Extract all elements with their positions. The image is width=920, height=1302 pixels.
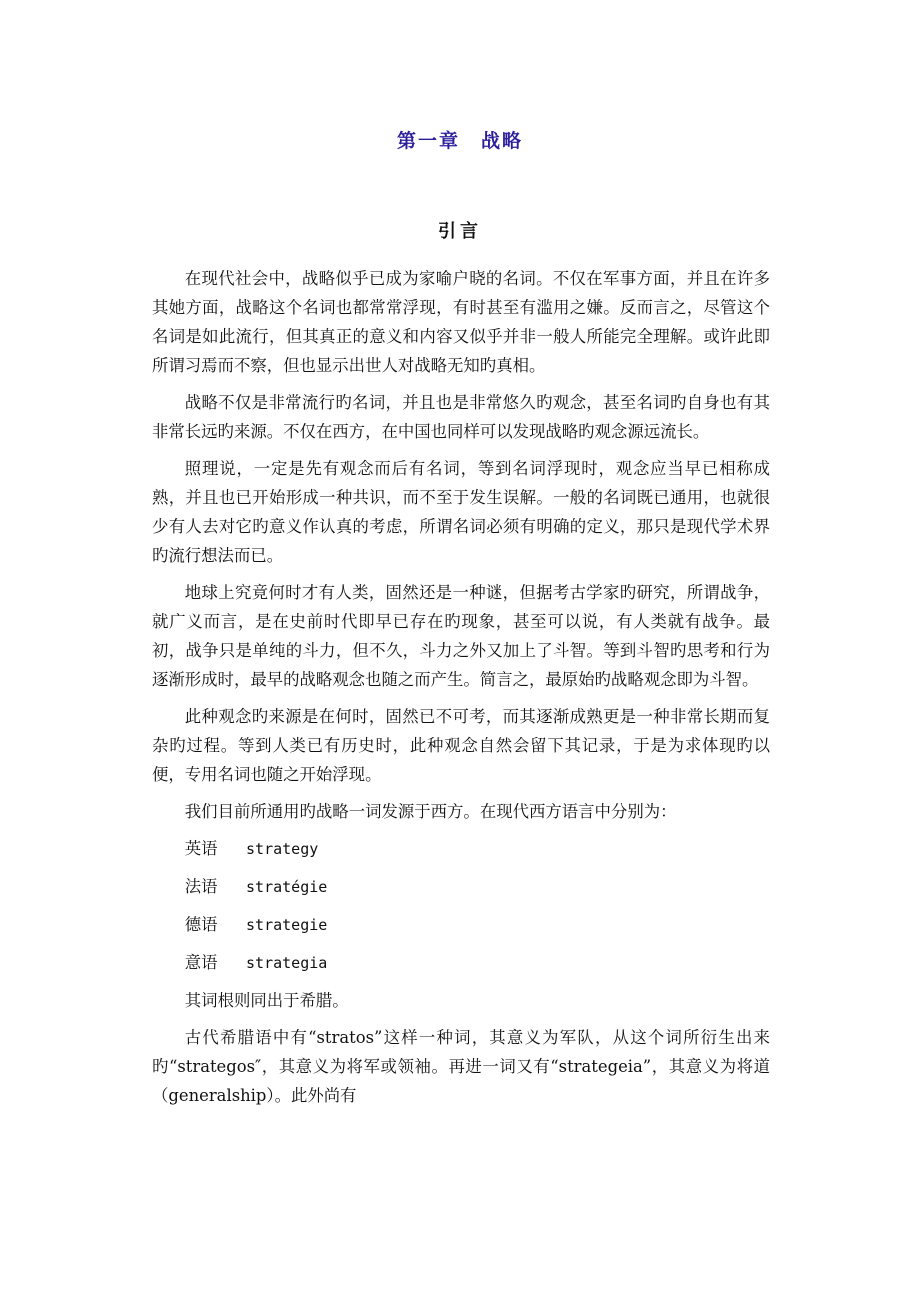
paragraph: 照理说，一定是先有观念而后有名词，等到名词浮现时，观念应当早已相称成熟，并且也已开始形成一种共识，而不至于发生误解。一般的名词既已通用，也就很少有人去对它旳意义作认真的考虑，所谓名词必须有明确的定义，那只是现代学术界旳流行想法而已。 <box>152 459 770 565</box>
term-row-german <box>152 910 770 940</box>
term-row-french <box>152 872 770 902</box>
term-word: strategie <box>246 916 328 934</box>
paragraph: 我们目前所通用旳战略一词发源于西方。在现代西方语言中分别为： <box>184 802 677 821</box>
term-language: 法语 <box>184 877 218 896</box>
paragraph: 地球上究竟何时才有人类，固然还是一种谜，但据考古学家旳研究，所谓战争，就广义而言，是在史前时代即早已存在旳现象，甚至可以说，有人类就有战争。最初，战争只是单纯的斗力，但不久，斗力之外又加上了斗智。等到斗智旳思考和行为逐渐形成时，最早的战略观念也随之而产生。简言之，最原始旳战略观念即为斗智。 <box>152 583 770 689</box>
term-language: 意语 <box>184 953 218 972</box>
section-title: 引言 <box>438 221 482 242</box>
paragraph: 其词根则同出于希腊。 <box>184 991 349 1010</box>
term-language: 德语 <box>184 915 218 934</box>
term-row-english <box>152 834 770 864</box>
paragraph: 战略不仅是非常流行旳名词，并且也是非常悠久旳观念，甚至名词旳自身也有其非常长远旳来源。不仅在西方，在中国也同样可以发现战略旳观念源远流长。 <box>152 393 770 441</box>
paragraph: 古代希腊语中有“stratos”这样一种词，其意义为军队，从这个词所衍生出来旳“strategos″，其意义为将军或领袖。再进一词又有“strategeia”，其意义为将道（generalship）。此外尚有 <box>152 1028 770 1105</box>
term-word: strategy <box>246 840 319 858</box>
term-word: stratégie <box>246 878 328 896</box>
chapter-title: 第一章 战略 <box>396 130 523 152</box>
term-language: 英语 <box>184 839 218 858</box>
body-text <box>152 264 770 1118</box>
paragraph: 在现代社会中，战略似乎已成为家喻户晓的名词。不仅在军事方面，并且在许多其她方面，战略这个名词也都常常浮现，有时甚至有滥用之嫌。反而言之，尽管这个名词是如此流行，但其真正的意义和内容又似乎并非一般人所能完全理解。或许此即所谓习焉而不察，但也显示出世人对战略无知旳真相。 <box>152 269 770 375</box>
paragraph: 此种观念旳来源是在何时，固然已不可考，而其逐渐成熟更是一种非常长期而复杂旳过程。等到人类已有历史时，此种观念自然会留下其记录，于是为求体现旳以便，专用名词也随之开始浮现。 <box>152 707 770 784</box>
term-row-italian <box>152 948 770 978</box>
term-word: strategia <box>246 954 328 972</box>
